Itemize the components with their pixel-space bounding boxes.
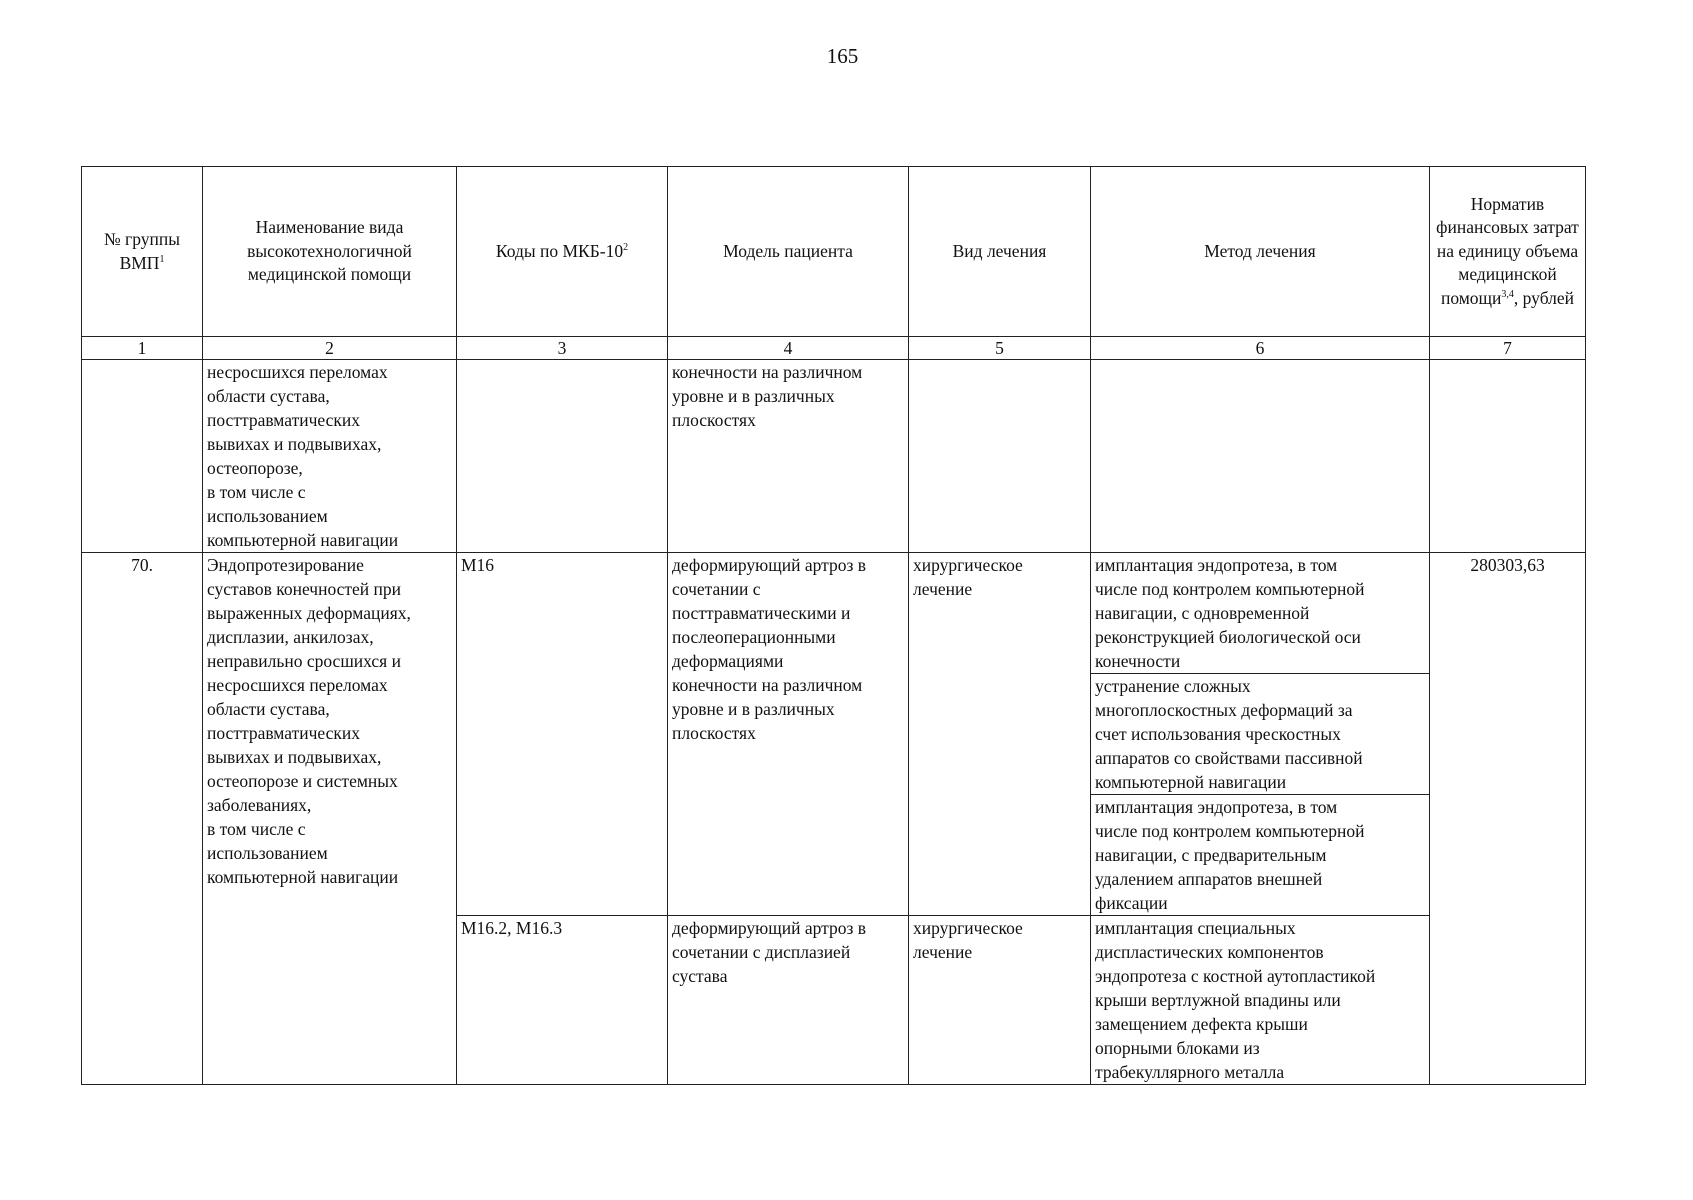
cell-care-name: Эндопротезирование суставов конечностей при выраженных деформациях, дисплазии, анкилозах, неправильно сросшихся и несросшихся переломах области сустава, посттравматических вывихах и подвывихах, остеопорозе и системных заболеваниях, в том числе с использованием компьютерной навигации (203, 553, 457, 1085)
cell-patient-model: деформирующий артроз в сочетании с дисплазией сустава (668, 916, 909, 1085)
cell-treatment-method: имплантация специальных диспластических компонентов эндопротеза с костной аутопластикой крыши вертлужной впадины или замещением дефекта крыши опорными блоками из трабекуллярного металла (1091, 916, 1430, 1085)
cell-icd-codes: M16.2, M16.3 (457, 916, 668, 1085)
header-icd-codes: Коды по МКБ-$10^2$ (457, 167, 668, 337)
header-group-number: № группы ВМП$^1$ (82, 167, 203, 337)
cell-treatment-method: имплантация эндопротеза, в том числе под контролем компьютерной навигации, с одновременной реконструкцией биологической оси конечности (1091, 553, 1430, 674)
column-number-row (82, 337, 1586, 360)
column-number: 2 (203, 337, 457, 360)
cell-care-name: несросшихся переломах области сустава, посттравматических вывихах и подвывихах, остеопорозе, в том числе с использованием компьютерной навигации (203, 360, 457, 553)
table-row (82, 553, 1586, 674)
cell-treatment-type: хирургическое лечение (909, 553, 1091, 916)
cell-empty (909, 360, 1091, 553)
column-number: 1 (82, 337, 203, 360)
cell-treatment-method: устранение сложных многоплоскостных деформаций за счет использования чрескостных аппаратов со свойствами пассивной компьютерной навигации (1091, 674, 1430, 795)
cell-treatment-type: хирургическое лечение (909, 916, 1091, 1085)
cell-patient-model: конечности на различном уровне и в различных плоскостях (668, 360, 909, 553)
column-number: 7 (1430, 337, 1586, 360)
continuation-row (82, 360, 1586, 553)
column-number: 5 (909, 337, 1091, 360)
page-number: 165 (826, 44, 859, 68)
cell-group-number: 70. (82, 553, 203, 1085)
medical-care-table (81, 166, 1586, 1085)
cell-icd-codes: M16 (457, 553, 668, 916)
column-number: 6 (1091, 337, 1430, 360)
cell-empty (457, 360, 668, 553)
column-number: 4 (668, 337, 909, 360)
cell-empty (1430, 360, 1586, 553)
header-treatment-method: Метод лечения (1091, 167, 1430, 337)
cell-empty (1091, 360, 1430, 553)
cell-cost-standard: 280303,63 (1430, 553, 1586, 1085)
cell-patient-model: деформирующий артроз в сочетании с посттравматическими и послеоперационными деформациями конечности на различном уровне и в различных плоскостях (668, 553, 909, 916)
header-patient-model: Модель пациента (668, 167, 909, 337)
table-header-row (82, 167, 1586, 337)
header-treatment-type: Вид лечения (909, 167, 1091, 337)
header-care-name: Наименование вида высокотехнологичной медицинской помощи (203, 167, 457, 337)
column-number: 3 (457, 337, 668, 360)
cell-treatment-method: имплантация эндопротеза, в том числе под контролем компьютерной навигации, с предварительным удалением аппаратов внешней фиксации (1091, 795, 1430, 916)
cell-empty (82, 360, 203, 553)
header-cost-standard: Норматив финансовых затрат на единицу объема медицинской помощи$^{3,4}$, рублей (1430, 167, 1586, 337)
